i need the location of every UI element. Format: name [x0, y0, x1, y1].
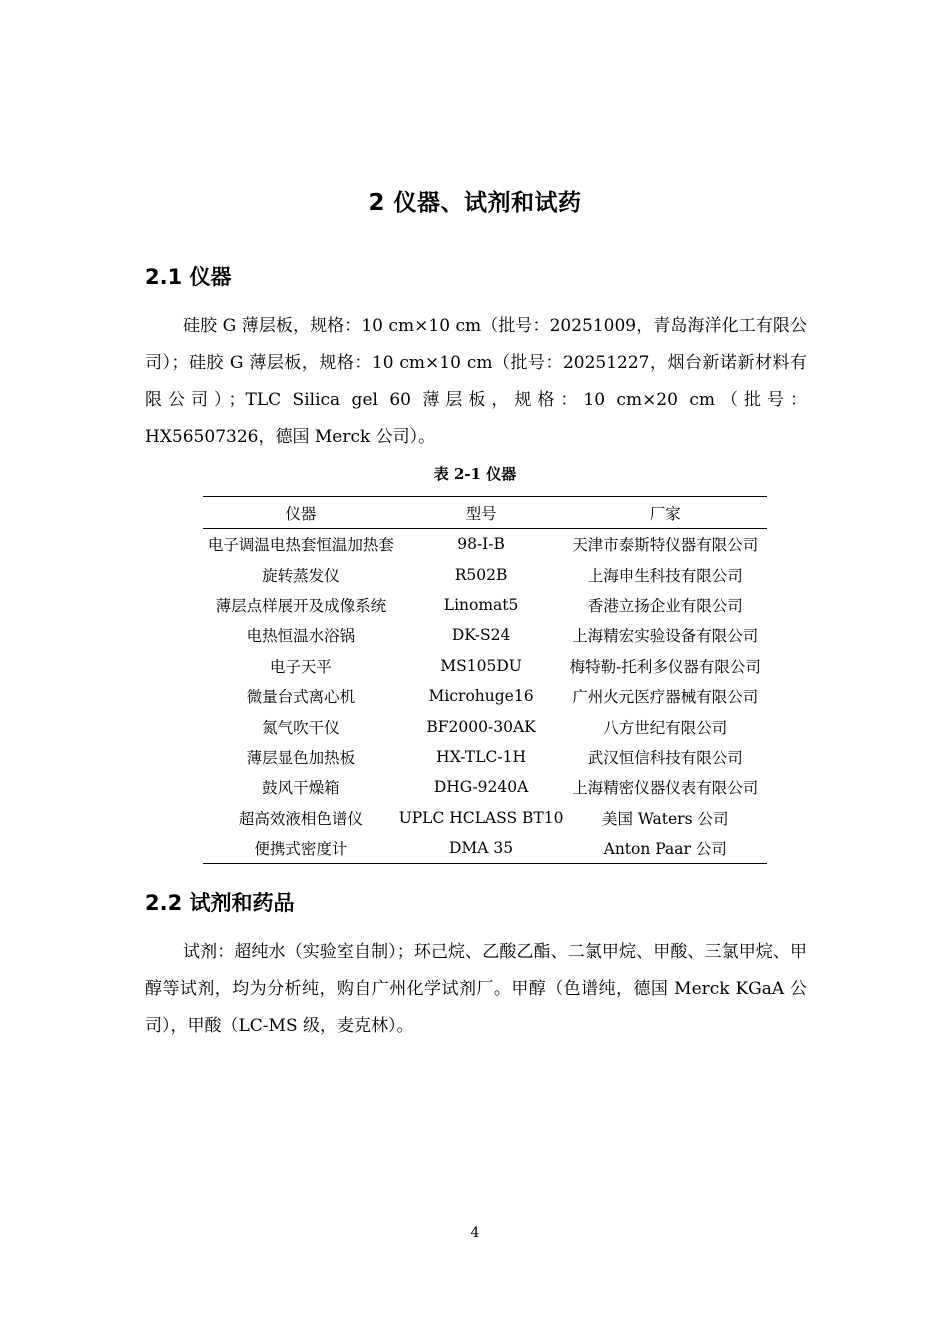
cell-instrument: 鼓风干燥箱: [262, 779, 340, 798]
section-title-reagents: 2.2 试剂和药品: [145, 891, 295, 915]
cell-manufacturer: 香港立扬企业有限公司: [587, 596, 743, 615]
cell-manufacturer: 武汉恒信科技有限公司: [587, 748, 743, 767]
table-row: [203, 803, 767, 833]
cell-instrument: 薄层显色加热板: [246, 748, 356, 767]
cell-model: HX-TLC-1H: [436, 747, 526, 766]
table-row: [203, 711, 767, 741]
cell-instrument: 薄层点样展开及成像系统: [215, 596, 387, 615]
cell-model: 98-I-B: [457, 535, 505, 554]
cell-instrument: 超高效液相色谱仪: [238, 809, 363, 828]
cell-model: DHG-9240A: [433, 778, 529, 797]
cell-instrument: 便携式密度计: [203, 833, 399, 864]
table-row: [203, 681, 767, 711]
table-row: [203, 620, 767, 650]
cell-manufacturer: 八方世纪有限公司: [603, 718, 728, 737]
cell-model: DK-S24: [451, 626, 511, 645]
cell-manufacturer: 上海精密仪器仪表有限公司: [572, 779, 759, 798]
cell-manufacturer: 梅特勒-托利多仪器有限公司: [569, 657, 761, 676]
cell-instrument: 微量台式离心机: [246, 688, 356, 707]
cell-manufacturer: 广州火元医疗器械有限公司: [572, 688, 759, 707]
cell-manufacturer: Anton Paar 公司: [563, 833, 767, 864]
header-model: 型号: [399, 497, 564, 529]
cell-instrument: 旋转蒸发仪: [262, 566, 340, 585]
cell-model: Linomat5: [443, 595, 519, 614]
table-row: [203, 651, 767, 681]
cell-instrument: 氮气吹干仪: [262, 718, 340, 737]
cell-model: DMA 35: [399, 833, 564, 864]
cell-manufacturer: 天津市泰斯特仪器有限公司: [572, 536, 759, 555]
table-row: [203, 590, 767, 620]
header-instrument: 仪器: [203, 497, 399, 529]
cell-instrument: 电热恒温水浴锅: [246, 627, 356, 646]
cell-model: MS105DU: [440, 656, 522, 675]
table-caption: 表 2-1 仪器: [433, 465, 517, 483]
header-manufacturer: 厂家: [563, 497, 767, 529]
cell-model: Microhuge16: [428, 687, 534, 706]
table-row: [203, 833, 767, 864]
instruments-paragraph: 硅胶 G 薄层板，规格：10 cm×10 cm（批号：20251009，青岛海洋化工有限公司）；硅胶 G 薄层板，规格：10 cm×10 cm（批号：20251227，烟台新诺新材料有限公司）；TLC Silica gel 60 薄层板，规格：10 cm×20 cm（批号：HX56507326，德国 Merck 公司）。: [145, 316, 807, 447]
reagents-paragraph: 试剂：超纯水（实验室自制）；环己烷、乙酸乙酯、二氯甲烷、甲酸、三氯甲烷、甲醇等试剂，均为分析纯，购自广州化学试剂厂。甲醇（色谱纯，德国 Merck KGaA 公司），甲酸（LC-MS 级，麦克林）。: [145, 942, 807, 1036]
table-header-row: [203, 497, 767, 529]
cell-manufacturer: 上海精宏实验设备有限公司: [572, 627, 759, 646]
section-title-instruments: 2.1 仪器: [145, 265, 232, 289]
table-row: [203, 529, 767, 560]
cell-model: BF2000-30AK: [426, 717, 536, 736]
table-row: [203, 772, 767, 802]
cell-manufacturer: 上海申生科技有限公司: [587, 566, 743, 585]
cell-manufacturer: 美国 Waters 公司: [602, 809, 729, 828]
page-number: 4: [470, 1225, 480, 1241]
instruments-table: [203, 496, 767, 864]
table-row: [203, 559, 767, 589]
cell-model: UPLC HCLASS BT10: [398, 808, 564, 827]
table-row: [203, 742, 767, 772]
cell-instrument: 电子调温电热套恒温加热套: [207, 536, 394, 555]
chapter-title: 2 仪器、试剂和试药: [368, 190, 582, 216]
cell-instrument: 电子天平: [269, 657, 332, 676]
cell-model: R502B: [454, 565, 508, 584]
